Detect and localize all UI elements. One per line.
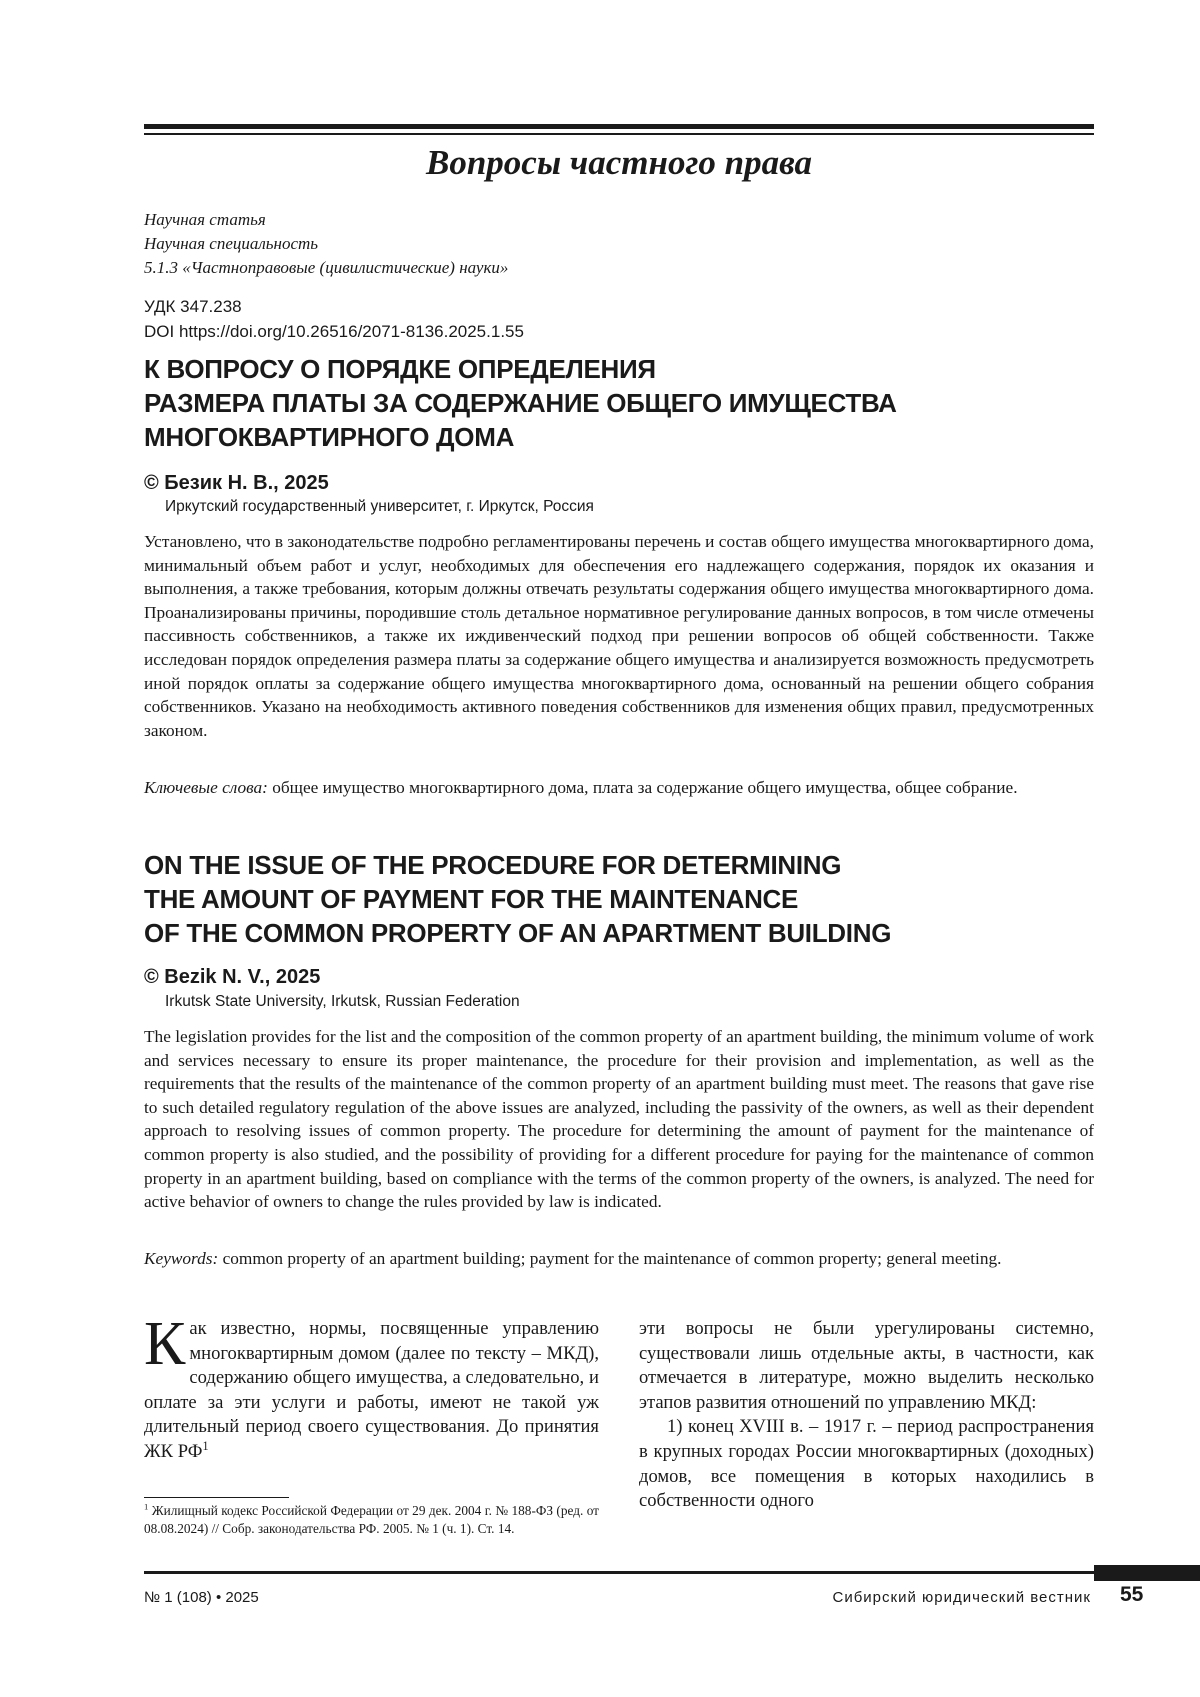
section-title: Вопросы частного права xyxy=(426,143,812,182)
specialty-label: Научная специальность xyxy=(144,234,319,253)
body-paragraph: ак известно, нормы, посвященные управлению многоквартирным домом (далее по тексту – МКД), содержанию общего имущества, а следовательно, и оплате за эти услуги и работы, имеют не такой уж длительный период своего существования. До принятия ЖК РФ xyxy=(144,1318,599,1462)
specialty: 5.1.3 «Частноправовые (цивилистические) науки» xyxy=(144,258,509,277)
body-column-right xyxy=(639,1317,1094,1514)
footnote-divider xyxy=(144,1497,289,1498)
footnote-mark: 1 xyxy=(144,1501,149,1512)
body-paragraph: эти вопросы не были урегулированы системно, существовали лишь отдельные акты, в частности, как отмечается в литературе, можно выделить несколько этапов развития отношений по управлению МКД: xyxy=(639,1318,1094,1413)
article-type: Научная статья xyxy=(144,210,266,229)
footer-rule xyxy=(144,1571,1094,1574)
page-number: 55 xyxy=(1120,1583,1144,1606)
en-title-line: OF THE COMMON PROPERTY OF AN APARTMENT BUILDING xyxy=(144,918,892,948)
article-meta xyxy=(144,208,508,280)
ru-keywords-text: общее имущество многоквартирного дома, плата за содержание общего имущества, общее собрание. xyxy=(267,778,1018,797)
ru-affiliation: Иркутский государственный университет, г. Иркутск, Россия xyxy=(165,498,594,515)
en-keywords-text: common property of an apartment building; payment for the maintenance of common property; general meeting. xyxy=(218,1249,1002,1268)
footnote-text: Жилищный кодекс Российской Федерации от 29 дек. 2004 г. № 188-ФЗ (ред. от 08.08.2024) // Собр. законодательства РФ. 2005. № 1 (ч. 1). Ст. 14. xyxy=(144,1503,599,1536)
ru-keywords-label: Ключевые слова: xyxy=(144,778,268,797)
body-column-left xyxy=(144,1310,599,1465)
ru-title-line: РАЗМЕРА ПЛАТЫ ЗА СОДЕРЖАНИЕ ОБЩЕГО ИМУЩЕСТВА xyxy=(144,388,897,418)
page-tab xyxy=(1094,1565,1200,1581)
en-title-line: THE AMOUNT OF PAYMENT FOR THE MAINTENANCE xyxy=(144,884,799,914)
ru-keywords xyxy=(144,776,1094,800)
header-rule-thin xyxy=(144,133,1094,135)
ru-author: © Безик Н. В., 2025 xyxy=(144,472,329,494)
journal-name: Сибирский юридический вестник xyxy=(832,1589,1091,1606)
drop-cap: К xyxy=(144,1310,186,1378)
en-keywords-label: Keywords: xyxy=(144,1249,219,1268)
ru-title-line: МНОГОКВАРТИРНОГО ДОМА xyxy=(144,422,515,452)
en-keywords xyxy=(144,1247,1094,1271)
ru-title xyxy=(144,352,897,454)
body-paragraph: 1) конец XVIII в. – 1917 г. – период распространения в крупных городах России многоквартирных (доходных) домов, все помещения в которых находились в собственности одного xyxy=(639,1416,1094,1512)
header-rule-thick xyxy=(144,124,1094,129)
ru-abstract: Установлено, что в законодательстве подробно регламентированы перечень и состав общего имущества многоквартирного дома, минимальный объем работ и услуг, необходимых для обеспечения его надлежащего содержания, порядок их оказания и выполнения, а также требования, которым должны отвечать результаты содержания общего имущества многоквартирного дома. Проанализированы причины, породившие столь детальное нормативное регулирование данных вопросов, в том числе отмечены пассивность собственников, а также их иждивенческий подход при решении вопросов об общей собственности. Также исследован порядок определения размера платы за содержание общего имущества и анализируется возможность предусмотреть иной порядок оплаты за содержание общего имущества многоквартирного дома, основанный на решении общего собрания собственников. Указано на необходимость активного поведения собственников для изменения общих правил, предусмотренных законом. xyxy=(144,532,1094,740)
en-author: © Bezik N. V., 2025 xyxy=(144,966,321,988)
en-title-line: ON THE ISSUE OF THE PROCEDURE FOR DETERMINING xyxy=(144,850,842,880)
article-codes xyxy=(144,294,524,344)
ru-title-line: К ВОПРОСУ О ПОРЯДКЕ ОПРЕДЕЛЕНИЯ xyxy=(144,354,656,384)
issue-number: № 1 (108) • 2025 xyxy=(144,1589,259,1606)
en-title xyxy=(144,848,891,950)
doi-link[interactable]: DOI https://doi.org/10.26516/2071-8136.2025.1.55 xyxy=(144,322,524,341)
en-abstract: The legislation provides for the list and the composition of the common property of an apartment building, the minimum volume of work and services necessary to ensure its proper maintenance, the procedure for their provision and implementation, as well as the requirements that the results of the maintenance of the common property of an apartment building must meet. The reasons that gave rise to such detailed regulatory regulation of the above issues are analyzed, including the passivity of the owners, as well as their dependent approach to resolving issues of common property. The procedure for determining the amount of payment for the maintenance of common property is also studied, and the possibility of providing for a different procedure for paying for the maintenance of common property in an apartment building, based on compliance with the terms of the common property of the owners, is analyzed. The need for active behavior of owners to change the rules provided by law is indicated. xyxy=(144,1027,1094,1212)
footnote-ref[interactable]: 1 xyxy=(202,1438,209,1453)
footnote xyxy=(144,1502,599,1537)
en-affiliation: Irkutsk State University, Irkutsk, Russian Federation xyxy=(165,993,520,1010)
udc: УДК 347.238 xyxy=(144,297,242,316)
